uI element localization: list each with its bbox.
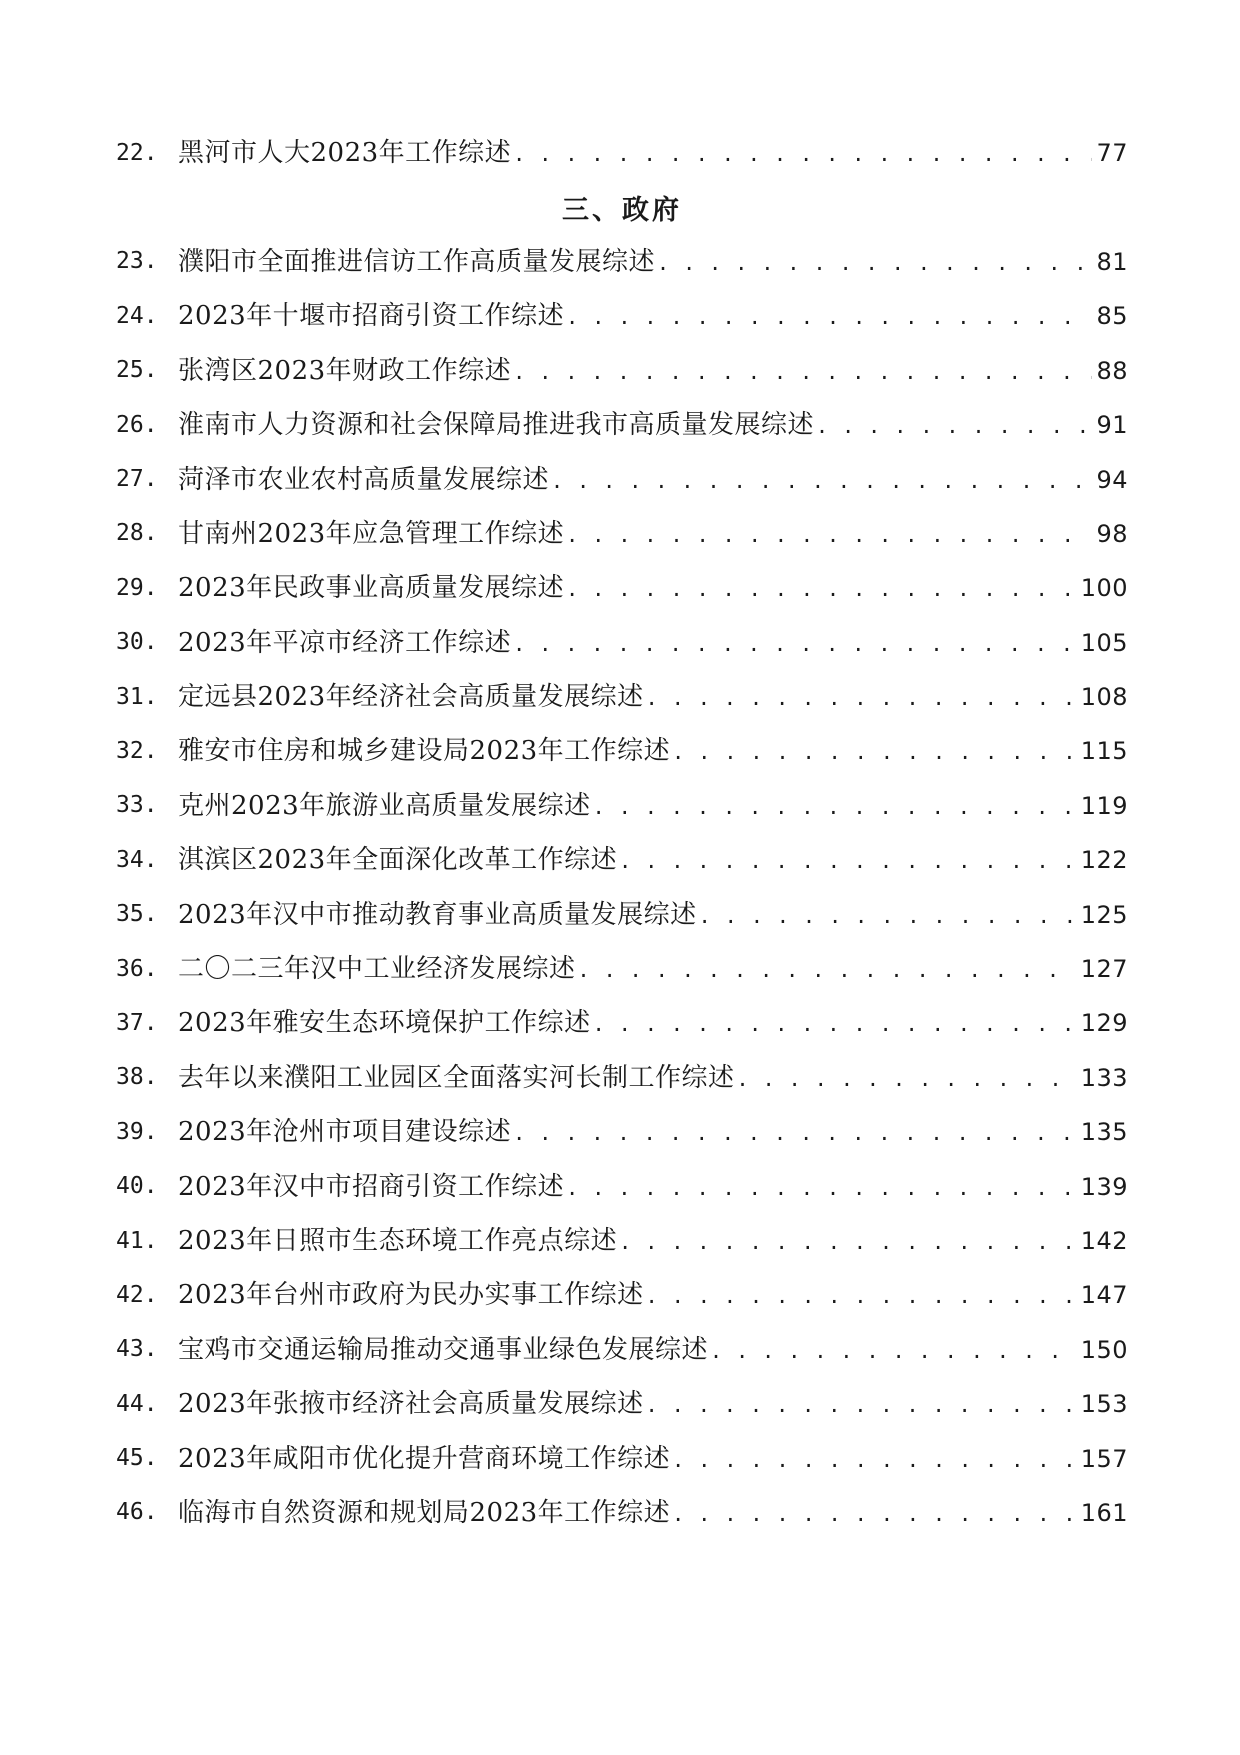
toc-leader-dots: [710, 1337, 1077, 1363]
toc-entry-page: 129: [1080, 1009, 1128, 1038]
toc-entries: [116, 235, 1128, 1540]
toc-entry-number: 22.: [116, 139, 158, 166]
toc-entry: [116, 235, 1128, 289]
toc-entry-number: 26.: [116, 411, 158, 438]
toc-entry-number: 23.: [116, 248, 158, 275]
toc-entry-title: 淮南市人力资源和社会保障局推进我市高质量发展综述: [178, 410, 815, 441]
toc-entry: [116, 126, 1128, 180]
toc-leader-dots: [566, 521, 1092, 547]
toc-leader-dots: [737, 1065, 1077, 1091]
toc-entry-title: 濮阳市全面推进信访工作高质量发展综述: [178, 246, 656, 277]
toc-entry-number: 36.: [116, 955, 158, 982]
toc-entry-title: 菏泽市农业农村高质量发展综述: [178, 464, 550, 495]
toc-entry-number: 30.: [116, 629, 158, 656]
toc-entry-title: 二〇二三年汉中工业经济发展综述: [178, 954, 576, 985]
toc-entry-page: 119: [1080, 791, 1128, 820]
toc-entry-title: 2023年咸阳市优化提升营商环境工作综述: [178, 1443, 671, 1474]
toc-entry-title: 2023年平凉市经济工作综述: [178, 627, 512, 658]
toc-entry-title: 2023年台州市政府为民办实事工作综述: [178, 1280, 644, 1311]
toc-leader-dots: [513, 1119, 1077, 1145]
toc-entry-number: 31.: [116, 683, 158, 710]
toc-leader-dots: [513, 358, 1092, 384]
toc-leader-dots: [619, 1228, 1077, 1254]
toc-entry-page: 91: [1096, 411, 1128, 440]
toc-entry-page: 157: [1080, 1444, 1128, 1473]
toc-entry-number: 43.: [116, 1336, 158, 1363]
section-heading: 三、政府: [562, 195, 682, 227]
toc-entry-page: 105: [1080, 628, 1128, 657]
toc-entry: [116, 887, 1128, 941]
toc-entry-title: 黑河市人大2023年工作综述: [178, 138, 512, 169]
toc-entry: [116, 616, 1128, 670]
toc-entry-number: 32.: [116, 737, 158, 764]
toc-entry: [116, 996, 1128, 1050]
toc-leader-dots: [646, 1391, 1077, 1417]
toc-leader-dots: [513, 140, 1092, 166]
toc-leader-dots: [566, 1174, 1077, 1200]
toc-entry: [116, 942, 1128, 996]
toc-entry: [116, 398, 1128, 452]
toc-entry-title: 2023年雅安生态环境保护工作综述: [178, 1008, 591, 1039]
toc-entry-title: 2023年日照市生态环境工作亮点综述: [178, 1226, 618, 1256]
toc-entry-page: 108: [1080, 683, 1128, 712]
toc-leader-dots: [593, 793, 1077, 819]
toc-entry-page: 127: [1080, 955, 1128, 984]
toc-entry-number: 25.: [116, 357, 158, 384]
toc-entry-number: 27.: [116, 466, 158, 493]
toc-entry-page: 133: [1080, 1063, 1128, 1092]
toc-entry: [116, 833, 1128, 887]
toc-entry-number: 45.: [116, 1445, 158, 1472]
toc-entry-page: 147: [1080, 1281, 1128, 1310]
toc-entry: [116, 289, 1128, 343]
toc-entry-number: 39.: [116, 1118, 158, 1145]
toc-entry-page: 150: [1080, 1335, 1128, 1364]
toc-entry: [116, 1486, 1128, 1540]
toc-entry-page: 98: [1096, 519, 1128, 548]
toc-leader-dots: [619, 847, 1077, 873]
toc-entry: [116, 1051, 1128, 1105]
toc-leader-dots: [566, 575, 1077, 601]
toc-entry-title: 雅安市住房和城乡建设局2023年工作综述: [178, 736, 671, 767]
toc-entry: [116, 1323, 1128, 1377]
toc-entry-title: 宝鸡市交通运输局推动交通事业绿色发展综述: [178, 1334, 709, 1365]
toc-entry-number: 42.: [116, 1281, 158, 1308]
toc-entry-page: 85: [1096, 302, 1128, 331]
toc-entry: [116, 1159, 1128, 1213]
toc-entry-page: 94: [1096, 465, 1128, 494]
toc-entry-title: 临海市自然资源和规划局2023年工作综述: [178, 1497, 671, 1528]
toc-entry-page: 139: [1080, 1172, 1128, 1201]
toc-entry-page: 135: [1080, 1118, 1128, 1147]
toc-entry-title: 克州2023年旅游业高质量发展综述: [178, 790, 591, 821]
toc-entry: [116, 1214, 1128, 1268]
table-of-contents: [116, 126, 1128, 1540]
toc-entry-number: 35.: [116, 901, 158, 928]
toc-entry-number: 38.: [116, 1064, 158, 1091]
toc-leader-dots: [646, 1282, 1077, 1308]
toc-entry: [116, 670, 1128, 724]
toc-leader-dots: [593, 1010, 1077, 1036]
toc-entry: [116, 507, 1128, 561]
toc-entry-title: 2023年汉中市推动教育事业高质量发展综述: [178, 899, 697, 930]
toc-entry-page: 115: [1080, 737, 1128, 766]
toc-entry: [116, 1105, 1128, 1159]
toc-entry: [116, 561, 1128, 615]
toc-leader-dots: [699, 902, 1077, 928]
toc-entry-title: 张湾区2023年财政工作综述: [178, 355, 512, 386]
toc-entry-number: 44.: [116, 1390, 158, 1417]
toc-entry-number: 46.: [116, 1499, 158, 1526]
toc-leader-dots: [672, 738, 1077, 764]
toc-entry-title: 定远县2023年经济社会高质量发展综述: [178, 682, 644, 713]
toc-leader-dots: [566, 303, 1092, 329]
toc-entry-title: 2023年汉中市招商引资工作综述: [178, 1171, 565, 1202]
toc-entry-page: 142: [1080, 1227, 1128, 1255]
toc-entry-page: 81: [1096, 247, 1128, 276]
toc-entry-number: 28.: [116, 520, 158, 547]
toc-leader-dots: [672, 1500, 1077, 1526]
toc-entry-number: 37.: [116, 1009, 158, 1036]
toc-entry-page: 125: [1080, 900, 1128, 929]
toc-leader-dots: [646, 684, 1077, 710]
toc-entry-page: 153: [1080, 1390, 1128, 1419]
toc-entry-page: 100: [1080, 574, 1128, 603]
toc-entry-page: 88: [1096, 356, 1128, 385]
toc-entry-number: 34.: [116, 846, 158, 873]
toc-entry-title: 2023年沧州市项目建设综述: [178, 1117, 512, 1148]
toc-entry-page: 122: [1080, 846, 1128, 875]
toc-entry-number: 41.: [116, 1227, 158, 1254]
toc-leader-dots: [672, 1446, 1077, 1472]
toc-entry-number: 29.: [116, 574, 158, 601]
toc-entry-title: 2023年十堰市招商引资工作综述: [178, 301, 565, 332]
toc-leader-dots: [551, 467, 1092, 493]
toc-entry-title: 去年以来濮阳工业园区全面落实河长制工作综述: [178, 1062, 735, 1093]
toc-entry-number: 40.: [116, 1173, 158, 1200]
toc-entry: [116, 724, 1128, 778]
toc-leader-dots: [578, 956, 1077, 982]
toc-entry: [116, 1377, 1128, 1431]
toc-entry: [116, 779, 1128, 833]
toc-leader-dots: [657, 249, 1092, 275]
toc-entry-title: 2023年张掖市经济社会高质量发展综述: [178, 1389, 644, 1420]
toc-entry-number: 33.: [116, 792, 158, 819]
toc-entry: [116, 1268, 1128, 1322]
toc-entry: [116, 1431, 1128, 1485]
toc-entry-title: 淇滨区2023年全面深化改革工作综述: [178, 845, 618, 876]
toc-entry-title: 甘南州2023年应急管理工作综述: [178, 518, 565, 549]
toc-entry-number: 24.: [116, 302, 158, 329]
toc-leader-dots: [513, 630, 1077, 656]
toc-entry-page: 161: [1080, 1498, 1128, 1527]
toc-entry-title: 2023年民政事业高质量发展综述: [178, 573, 565, 604]
toc-entry-page: 77: [1096, 139, 1128, 168]
toc-entry: [116, 344, 1128, 398]
toc-leader-dots: [816, 412, 1092, 438]
toc-entry: [116, 452, 1128, 506]
